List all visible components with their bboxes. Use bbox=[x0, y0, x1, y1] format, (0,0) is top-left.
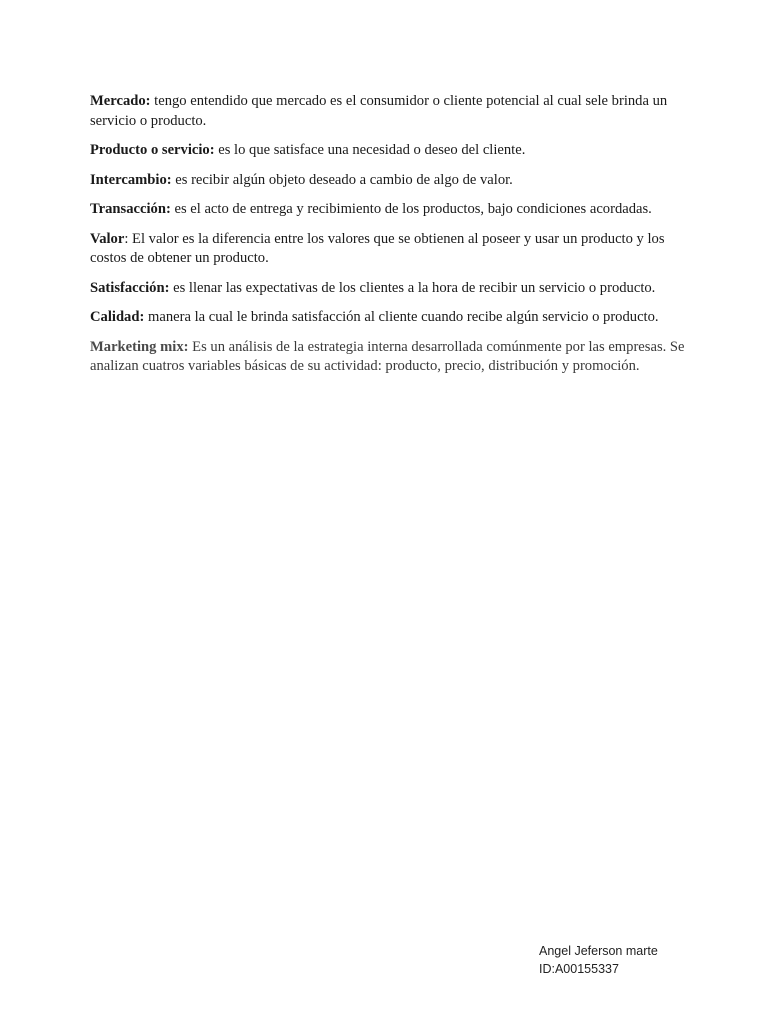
definition-text: es llenar las expectativas de los clientes a la hora de recibir un servicio o producto. bbox=[169, 279, 656, 296]
author-footer bbox=[539, 942, 739, 978]
definition-term: Marketing mix: bbox=[90, 338, 189, 355]
definitions-list bbox=[90, 92, 690, 387]
definition-mercado bbox=[90, 92, 690, 131]
definition-text: tengo entendido que mercado es el consumidor o cliente potencial al cual sele brinda un servicio o producto. bbox=[90, 93, 668, 129]
definition-calidad bbox=[90, 308, 690, 328]
definition-text: : El valor es la diferencia entre los valores que se obtienen al poseer y usar un producto y los costos de obtener un producto. bbox=[90, 230, 665, 266]
definition-satisfaccion bbox=[90, 279, 690, 299]
definition-term: Transacción: bbox=[90, 201, 171, 217]
definition-term: Calidad: bbox=[90, 309, 145, 325]
definition-transaccion bbox=[90, 200, 690, 220]
definition-producto-o-servicio bbox=[90, 141, 690, 161]
definition-term: Mercado: bbox=[90, 93, 151, 109]
definition-text: es lo que satisface una necesidad o deseo del cliente. bbox=[214, 142, 526, 158]
definition-text: manera la cual le brinda satisfacción al cliente cuando recibe algún servicio o producto. bbox=[144, 309, 659, 325]
author-id: ID:A00155337 bbox=[539, 962, 619, 976]
definition-text: es el acto de entrega y recibimiento de los productos, bajo condiciones acordadas. bbox=[170, 201, 652, 217]
definition-term: Satisfacción: bbox=[90, 279, 170, 296]
definition-text: Es un análisis de la estrategia interna desarrollada comúnmente por las empresas. Se analizan cuatros variables básicas de su actividad: producto, precio, distribución y promoción. bbox=[90, 338, 685, 374]
author-name: Angel Jeferson marte bbox=[539, 944, 658, 958]
definition-intercambio bbox=[90, 171, 690, 191]
definition-marketing-mix bbox=[90, 338, 690, 377]
definition-valor bbox=[90, 230, 690, 269]
definition-term: Valor bbox=[90, 230, 125, 247]
definition-term: Producto o servicio: bbox=[90, 142, 215, 158]
definition-term: Intercambio: bbox=[90, 171, 172, 188]
definition-text: es recibir algún objeto deseado a cambio de algo de valor. bbox=[171, 171, 513, 188]
